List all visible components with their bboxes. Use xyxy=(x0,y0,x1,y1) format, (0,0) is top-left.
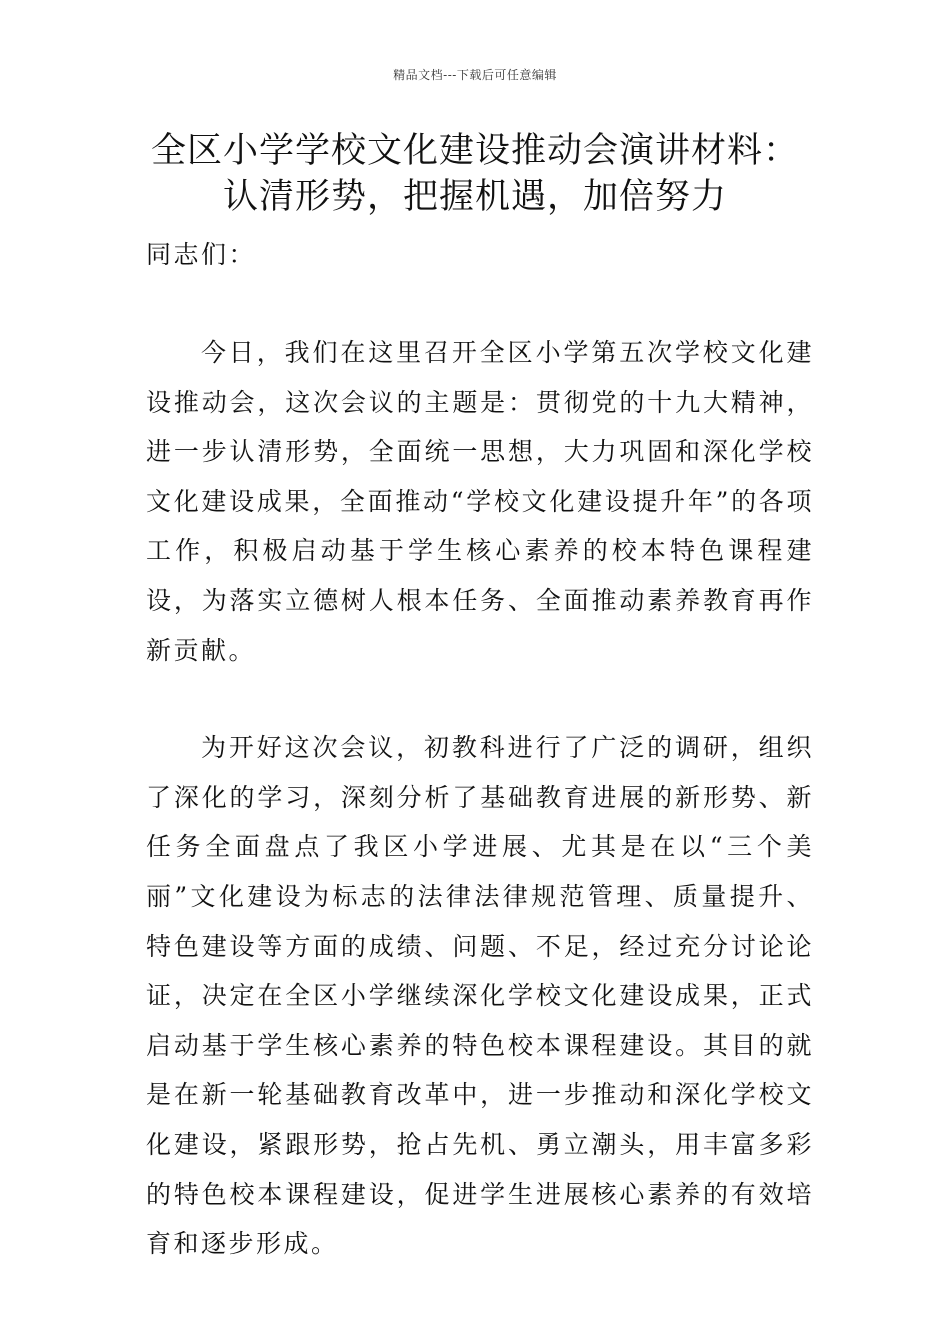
paragraph-2: 为开好这次会议，初教科进行了广泛的调研，组织了深化的学习，深刻分析了基础教育进展的新形势、新任务全面盘点了我区小学进展、尤其是在以“三个美丽”文化建设为标志的法律法律规范管理、质量提升、特色建设等方面的成绩、问题、不足，经过充分讨论论证，决定在全区小学继续深化学校文化建设成果，正式启动基于学生核心素养的特色校本课程建设。其目的就是在新一轮基础教育改革中，进一步推动和深化学校文化建设，紧跟形势，抢占先机、勇立潮头，用丰富多彩的特色校本课程建设，促进学生进展核心素养的有效培育和逐步形成。 xyxy=(146,733,814,1259)
paragraph-1: 今日，我们在这里召开全区小学第五次学校文化建设推动会，这次会议的主题是：贯彻党的十九大精神，进一步认清形势，全面统一思想，大力巩固和深化学校文化建设成果，全面推动“学校文化建设提升年”的各项工作，积极启动基于学生核心素养的校本特色课程建设，为落实立德树人根本任务、全面推动素养教育再作新贡献。 xyxy=(146,338,814,665)
header-note: 精品文档---下载后可任意编辑 xyxy=(393,68,557,82)
document-title xyxy=(60,128,890,220)
title-line-1: 全区小学学校文化建设推动会演讲材料： xyxy=(150,131,799,171)
document-body xyxy=(146,230,814,1269)
salutation: 同志们： xyxy=(146,240,257,269)
title-line-2: 认清形势，把握机遇，加倍努力 xyxy=(222,177,727,217)
